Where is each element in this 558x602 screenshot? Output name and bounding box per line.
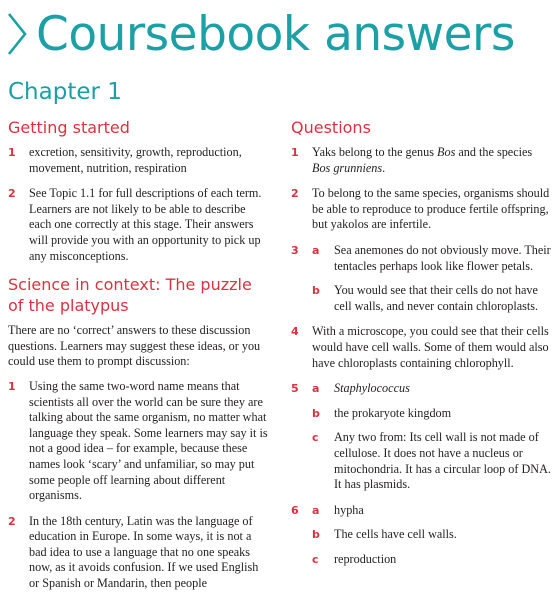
item-number: 4 [291,325,299,339]
item-number: 1 [8,146,16,159]
species-name: Bos grunniens [312,160,383,175]
item-text: excretion, sensitivity, growth, reproduction, movement, nutrition, respiration [29,145,242,175]
science-context-intro: There are no ‘correct’ answers to these discussion questions. Learners may suggest these ideas, or you could use them to prompt discussion: [8,323,261,369]
item-text: Any two from: Its cell wall is not made of cellulose. It does not have a nucleus or mitochondria. It has a circular loop of DNA. It has plasmids. [334,430,551,492]
item-text: In the 18th century, Latin was the language of education in Europe. In some ways, it is not a bad idea to use a language that no one speaks now, as it avoids confusion. If we used English or Spanish or Mandarin, then people [29,513,259,591]
question-3 [291,243,553,314]
page-header [6,2,558,66]
genus-name: Bos [437,145,456,159]
chevron-right-icon [6,12,28,56]
item-letter: c [312,552,319,566]
item-letter: a [312,382,320,396]
item-letter: c [312,431,319,445]
item-text: Sea anemones do not obviously move. Their tentacles perhaps look like flower petals. [334,242,551,273]
item-text: See Topic 1.1 for full descriptions of each term. Learners are not likely to be able to describe each one correctly at this stage. Their answers will provide you with an opportunity to pick up any misconceptions. [29,186,262,263]
question-5 [291,381,553,493]
getting-started-heading: Getting started [8,118,130,137]
item-number: 1 [291,146,299,159]
right-column [291,117,553,577]
questions-heading: Questions [291,118,371,137]
list-item [8,514,270,592]
item-number: 1 [8,379,16,393]
question-1 [291,145,553,176]
question-2 [291,186,553,233]
item-text: reproduction [334,551,397,566]
item-text: You would see that their cells do not have cell walls, and never contain chloroplasts. [334,283,539,313]
item-number: 5 [291,382,299,396]
page-title: Coursebook answers [36,6,515,62]
left-column [8,117,270,602]
list-item [8,186,270,264]
item-number: 2 [8,514,16,528]
item-text: The cells have cell walls. [334,527,457,542]
item-number: 2 [8,187,16,201]
list-item [8,145,270,176]
item-text: Yaks belong to the genus Bos and the species Bos grunniens. [312,145,533,175]
item-text: Staphylococcus [334,381,410,396]
item-text: Using the same two-word name means that scientists all over the world can be sure they are talking about the same organism, no matter what language they speak. Some learners may say it is not a good idea – for example, because these names look ‘scary’ and unfamiliar, so may put some people off learning about different organisms. [29,378,268,503]
item-letter: b [312,528,320,542]
item-text: With a microscope, you could see that their cells would have cell walls. Some of them would also have chloroplasts containing chlorophyll. [312,324,549,370]
item-letter: a [312,243,320,257]
item-text: To belong to the same species, organisms should be able to reproduce to produce fertile offspring, but yakolos are infertile. [312,186,550,232]
item-number: 6 [291,503,299,517]
item-number: 3 [291,243,299,257]
item-letter: a [312,503,320,517]
chapter-heading: Chapter 1 [8,79,122,105]
question-4 [291,324,553,371]
item-text: the prokaryote kingdom [334,405,452,420]
list-item [8,379,270,504]
item-letter: b [312,406,320,420]
item-text: hypha [334,502,364,517]
item-number: 2 [291,187,299,201]
item-letter: b [312,284,320,298]
science-context-heading: Science in context: The puzzle of the platypus [8,275,252,316]
